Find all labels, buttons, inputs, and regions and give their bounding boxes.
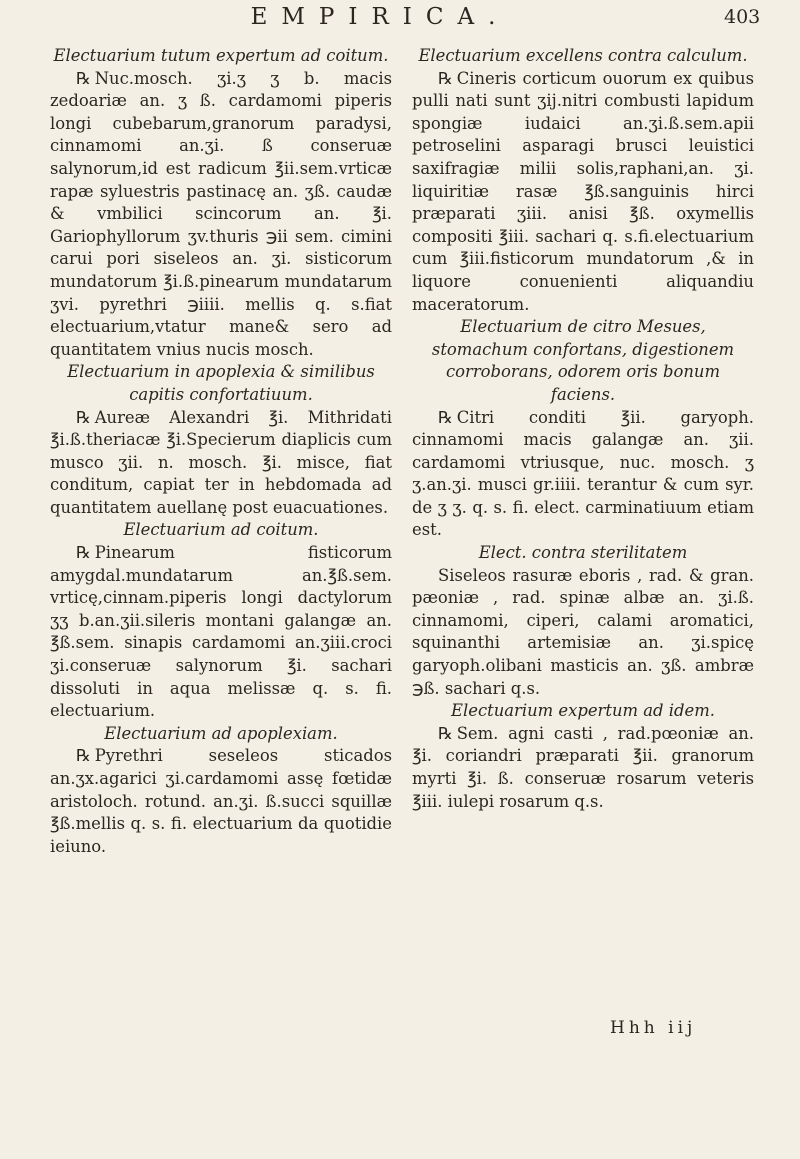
left-recipe-paragraph: ℞ Nuc.mosch. ʒi.ʒ ʒ b. macis zedoariæ an. ʒ ß. cardamomi piperis longi cubebarum,granorum paradysi, cinnamomi an.ʒi. ß conseruæ salynorum,id est radicum ℥ii.sem.vrticæ rapæ syluestris pastinacę an. ʒß. caudæ & vmbilici scincorum an. ℥i. Gariophyllorum ʒv.thuris ℈ii sem. cimini carui pori siseleos an. ʒi. sisticorum mundatorum ℥i.ß.pinearum mundatarum ʒvi. pyrethri ℈iiii. mellis q. s.fiat electuarium,vtatur mane& sero ad quantitatem vnius nucis mosch. <box>50 68 392 362</box>
left-column <box>50 45 392 858</box>
right-heading: Electuarium expertum ad idem. <box>451 701 715 721</box>
right-recipe-paragraph: ℞ Cineris corticum ouorum ex quibus pulli nati sunt ʒij.nitri combusti lapidum spongiæ iudaici an.ʒi.ß.sem.apii petroselini asparagi brusci leuistici saxifragiæ milii solis,raphani,an. ʒi. liquiritiæ rasæ ℥ß.sanguinis hirci præparati ʒiii. anisi ℥ß. oxymellis compositi ℥iii. sachari q. s.fi.electuarium cum ℥iii.fisticorum mundatorum ,& in liquore conuenienti aliquandiu maceratorum. <box>412 68 754 317</box>
left-recipe-paragraph: ℞ Pinearum fisticorum amygdal.mundatarum an.℥ß.sem. vrticę,cinnam.piperis longi dactylorum ʒʒ b.an.ʒii.sileris montani galangæ an. ℥ß.sem. sinapis cardamomi an.ʒiii.croci ʒi.conseruæ salynorum ℥i. sachari dissoluti in aqua melissæ q. s. fi. electuarium. <box>50 542 392 723</box>
right-recipe-paragraph: ℞ Citri conditi ℥ii. garyoph. cinnamomi macis galangæ an. ʒii. cardamomi vtriusque, nuc. mosch. ʒ ʒ.an.ʒi. musci gr.iiii. terantur & cum syr. de ʒ ʒ. q. s. fi. elect. carminatiuum etiam est. <box>412 407 754 543</box>
left-heading: Electuarium ad apoplexiam. <box>104 723 338 743</box>
catchword: Hhh iij <box>610 1018 697 1038</box>
left-recipe-paragraph: ℞ Aureæ Alexandri ℥i. Mithridati ℥i.ß.theriacæ ℥i.Specierum diaplicis cum musco ʒii. n. mosch. ℥i. misce, fiat conditum, capiat ter in hebdomada ad quantitatem auellanę post euacuationes. <box>50 407 392 520</box>
right-paragraph: Siseleos rasuræ eboris , rad. & gran. pæoniæ , rad. spinæ albæ an. ʒi.ß. cinnamomi, ciperi, calami aromatici, squinanthi artemisiæ an. ʒi.spicę garyoph.olibani masticis an. ʒß. ambræ ℈ß. sachari q.s. <box>412 565 754 698</box>
right-heading: Electuarium excellens contra calculum. <box>418 46 748 65</box>
right-heading: Elect. contra sterilitatem <box>478 543 688 563</box>
left-heading: Electuarium tutum expertum ad coitum. <box>53 46 389 65</box>
running-head: EMPIRICA. <box>250 4 510 30</box>
right-column <box>412 45 754 813</box>
left-recipe-paragraph: ℞ Pyrethri seseleos sticados an.ʒx.agarici ʒi.cardamomi assę fœtidæ aristoloch. rotund. an.ʒi. ß.succi squillæ ℥ß.mellis q. s. fi. electuarium da quotidie ieiuno. <box>50 745 392 858</box>
right-heading: Electuarium de citro Mesues, stomachum confortans, digestionem corroborans, odorem oris bonum faciens. <box>431 317 735 404</box>
left-heading: Electuarium ad coitum. <box>123 520 319 540</box>
right-recipe-paragraph: ℞ Sem. agni casti , rad.pœoniæ an. ℥i. coriandri præparati ℥ii. granorum myrti ℥i. ß. conseruæ rosarum veteris ℥iii. iulepi rosarum q.s. <box>412 723 754 813</box>
left-heading: Electuarium in apoplexia & similibus capitis confortatiuum. <box>67 362 375 404</box>
page-header <box>0 0 800 40</box>
page-number: 403 <box>724 6 761 28</box>
